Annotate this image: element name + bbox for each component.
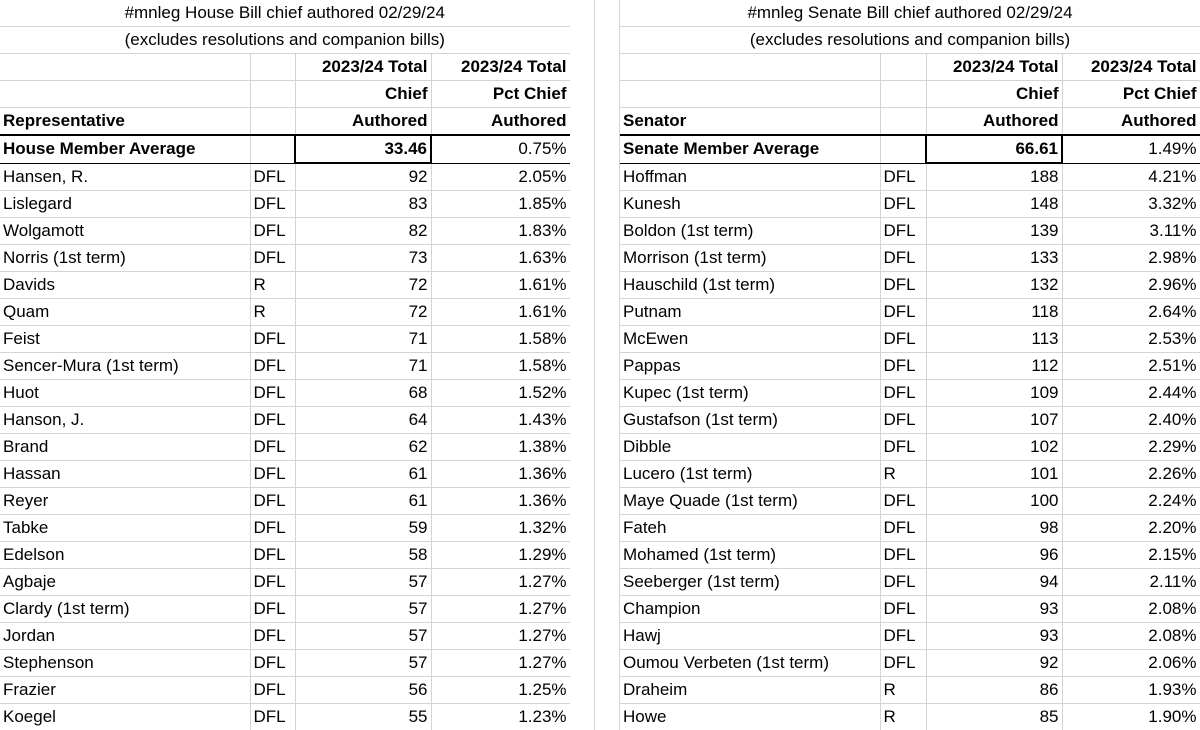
member-name[interactable]: Hanson, J. — [0, 407, 250, 434]
chief-pct[interactable]: 1.43% — [431, 407, 570, 434]
member-name[interactable]: Tabke — [0, 515, 250, 542]
party[interactable]: DFL — [250, 650, 295, 677]
house-col-header-pct[interactable]: 2023/24 Total — [431, 54, 570, 81]
senate-col-sub-pct[interactable]: Pct Chief — [1062, 81, 1200, 108]
party[interactable]: DFL — [250, 163, 295, 191]
member-name[interactable]: Lucero (1st term) — [620, 461, 880, 488]
table-row — [0, 245, 570, 272]
table-row — [620, 353, 1200, 380]
member-name[interactable]: Seeberger (1st term) — [620, 569, 880, 596]
chief-count[interactable]: 101 — [926, 461, 1062, 488]
table-row — [620, 596, 1200, 623]
cell[interactable] — [0, 81, 250, 108]
member-name[interactable]: McEwen — [620, 326, 880, 353]
senate-average-name[interactable]: Senate Member Average — [620, 135, 880, 163]
member-name[interactable]: Gustafson (1st term) — [620, 407, 880, 434]
member-name[interactable]: Norris (1st term) — [0, 245, 250, 272]
party[interactable]: DFL — [880, 515, 926, 542]
senate-subtitle[interactable]: (excludes resolutions and companion bills) — [620, 27, 1200, 54]
chief-count[interactable]: 72 — [295, 272, 431, 299]
chief-count[interactable]: 71 — [295, 326, 431, 353]
chief-count[interactable]: 92 — [295, 163, 431, 191]
party[interactable]: DFL — [880, 326, 926, 353]
table-row — [0, 326, 570, 353]
party[interactable]: DFL — [880, 650, 926, 677]
table-row — [620, 569, 1200, 596]
member-name[interactable]: Hansen, R. — [0, 163, 250, 191]
chief-pct[interactable]: 3.32% — [1062, 191, 1200, 218]
member-name[interactable]: Sencer-Mura (1st term) — [0, 353, 250, 380]
party[interactable]: DFL — [250, 596, 295, 623]
member-name[interactable]: Maye Quade (1st term) — [620, 488, 880, 515]
party[interactable]: DFL — [880, 434, 926, 461]
member-name[interactable]: Kunesh — [620, 191, 880, 218]
party[interactable]: DFL — [250, 677, 295, 704]
party[interactable]: DFL — [880, 272, 926, 299]
senate-col-sub-count[interactable]: Chief — [926, 81, 1062, 108]
party[interactable]: DFL — [250, 623, 295, 650]
table-row — [620, 218, 1200, 245]
table-row — [620, 461, 1200, 488]
chief-pct[interactable]: 1.58% — [431, 353, 570, 380]
party[interactable]: DFL — [880, 299, 926, 326]
senate-sheet — [620, 0, 1200, 730]
table-row — [0, 299, 570, 326]
table-row — [0, 218, 570, 245]
member-name[interactable]: Koegel — [0, 704, 250, 730]
member-name[interactable]: Quam — [0, 299, 250, 326]
house-average-pct[interactable]: 0.75% — [431, 135, 570, 163]
cell[interactable] — [250, 135, 295, 163]
chief-pct[interactable]: 2.29% — [1062, 434, 1200, 461]
cell[interactable] — [880, 81, 926, 108]
house-col-foot-pct[interactable]: Authored — [431, 108, 570, 136]
chief-count[interactable]: 71 — [295, 353, 431, 380]
house-col-foot-count[interactable]: Authored — [295, 108, 431, 136]
table-row — [620, 326, 1200, 353]
member-name[interactable]: Edelson — [0, 542, 250, 569]
chief-count[interactable]: 102 — [926, 434, 1062, 461]
table-row — [0, 353, 570, 380]
table-row — [0, 515, 570, 542]
member-name[interactable]: Clardy (1st term) — [0, 596, 250, 623]
table-row — [620, 623, 1200, 650]
party[interactable]: DFL — [250, 569, 295, 596]
member-name[interactable]: Davids — [0, 272, 250, 299]
party[interactable]: DFL — [880, 407, 926, 434]
party[interactable]: DFL — [250, 380, 295, 407]
table-row — [620, 650, 1200, 677]
party[interactable]: DFL — [880, 163, 926, 191]
senate-title[interactable]: #mnleg Senate Bill chief authored 02/29/24 — [620, 0, 1200, 27]
party[interactable]: DFL — [880, 218, 926, 245]
party[interactable]: R — [880, 677, 926, 704]
party[interactable]: DFL — [250, 515, 295, 542]
chief-count[interactable]: 64 — [295, 407, 431, 434]
party[interactable]: DFL — [880, 245, 926, 272]
table-row — [0, 704, 570, 730]
chief-count[interactable]: 86 — [926, 677, 1062, 704]
chief-count[interactable]: 139 — [926, 218, 1062, 245]
chief-pct[interactable]: 2.11% — [1062, 569, 1200, 596]
chief-pct[interactable]: 2.96% — [1062, 272, 1200, 299]
member-name[interactable]: Hauschild (1st term) — [620, 272, 880, 299]
party[interactable]: DFL — [250, 191, 295, 218]
senate-table — [620, 0, 1200, 730]
chief-count[interactable]: 62 — [295, 434, 431, 461]
chief-count[interactable]: 59 — [295, 515, 431, 542]
member-name[interactable]: Howe — [620, 704, 880, 730]
chief-count[interactable]: 98 — [926, 515, 1062, 542]
chief-count[interactable]: 83 — [295, 191, 431, 218]
senate-average-pct[interactable]: 1.49% — [1062, 135, 1200, 163]
chief-pct[interactable]: 1.32% — [431, 515, 570, 542]
member-name[interactable]: Hawj — [620, 623, 880, 650]
chief-pct[interactable]: 2.06% — [1062, 650, 1200, 677]
chief-pct[interactable]: 1.29% — [431, 542, 570, 569]
house-col-sub-count[interactable]: Chief — [295, 81, 431, 108]
chief-pct[interactable]: 2.51% — [1062, 353, 1200, 380]
senate-col-header-count[interactable]: 2023/24 Total — [926, 54, 1062, 81]
chief-count[interactable]: 133 — [926, 245, 1062, 272]
member-name[interactable]: Oumou Verbeten (1st term) — [620, 650, 880, 677]
cell[interactable] — [880, 54, 926, 81]
member-name[interactable]: Lislegard — [0, 191, 250, 218]
chief-pct[interactable]: 1.83% — [431, 218, 570, 245]
chief-count[interactable]: 92 — [926, 650, 1062, 677]
chief-count[interactable]: 57 — [295, 623, 431, 650]
table-row — [620, 677, 1200, 704]
chief-count[interactable]: 57 — [295, 569, 431, 596]
member-name[interactable]: Morrison (1st term) — [620, 245, 880, 272]
chief-count[interactable]: 57 — [295, 650, 431, 677]
member-name[interactable]: Pappas — [620, 353, 880, 380]
party[interactable]: DFL — [250, 218, 295, 245]
table-row — [0, 677, 570, 704]
chief-count[interactable]: 68 — [295, 380, 431, 407]
member-name[interactable]: Frazier — [0, 677, 250, 704]
party[interactable]: DFL — [880, 596, 926, 623]
member-name[interactable]: Draheim — [620, 677, 880, 704]
senate-member-label[interactable]: Senator — [620, 108, 880, 136]
table-row — [0, 569, 570, 596]
party[interactable]: DFL — [880, 623, 926, 650]
chief-pct[interactable]: 1.27% — [431, 650, 570, 677]
house-average-count[interactable]: 33.46 — [295, 135, 431, 163]
chief-count[interactable]: 96 — [926, 542, 1062, 569]
chief-count[interactable]: 61 — [295, 488, 431, 515]
chief-pct[interactable]: 1.36% — [431, 488, 570, 515]
house-col-header-count[interactable]: 2023/24 Total — [295, 54, 431, 81]
table-row — [0, 380, 570, 407]
chief-pct[interactable]: 2.05% — [431, 163, 570, 191]
chief-pct[interactable]: 1.85% — [431, 191, 570, 218]
house-subtitle[interactable]: (excludes resolutions and companion bills) — [0, 27, 570, 54]
table-row — [0, 407, 570, 434]
chief-count[interactable]: 94 — [926, 569, 1062, 596]
house-average-name[interactable]: House Member Average — [0, 135, 250, 163]
chief-pct[interactable]: 2.53% — [1062, 326, 1200, 353]
table-row — [0, 542, 570, 569]
table-row — [0, 596, 570, 623]
chief-pct[interactable]: 1.38% — [431, 434, 570, 461]
senate-average-count[interactable]: 66.61 — [926, 135, 1062, 163]
party[interactable]: DFL — [250, 245, 295, 272]
chief-pct[interactable]: 1.63% — [431, 245, 570, 272]
house-table — [0, 0, 570, 730]
chief-pct[interactable]: 1.93% — [1062, 677, 1200, 704]
table-row — [0, 623, 570, 650]
party[interactable]: DFL — [880, 488, 926, 515]
table-row — [0, 650, 570, 677]
table-row — [0, 191, 570, 218]
member-name[interactable]: Kupec (1st term) — [620, 380, 880, 407]
party[interactable]: DFL — [880, 380, 926, 407]
table-row — [620, 488, 1200, 515]
chief-count[interactable]: 188 — [926, 163, 1062, 191]
party[interactable]: DFL — [250, 704, 295, 730]
member-name[interactable]: Hoffman — [620, 163, 880, 191]
table-row — [0, 461, 570, 488]
chief-count[interactable]: 55 — [295, 704, 431, 730]
table-row — [620, 163, 1200, 191]
table-row — [620, 542, 1200, 569]
chief-pct[interactable]: 2.08% — [1062, 596, 1200, 623]
party[interactable]: R — [880, 704, 926, 730]
house-title[interactable]: #mnleg House Bill chief authored 02/29/24 — [0, 0, 570, 27]
chief-pct[interactable]: 1.90% — [1062, 704, 1200, 730]
party[interactable]: R — [250, 272, 295, 299]
chief-count[interactable]: 93 — [926, 596, 1062, 623]
member-name[interactable]: Jordan — [0, 623, 250, 650]
table-row — [620, 407, 1200, 434]
table-row — [620, 191, 1200, 218]
chief-count[interactable]: 107 — [926, 407, 1062, 434]
chief-count[interactable]: 118 — [926, 299, 1062, 326]
table-row — [620, 299, 1200, 326]
chief-pct[interactable]: 1.61% — [431, 272, 570, 299]
party[interactable]: DFL — [880, 542, 926, 569]
member-name[interactable]: Stephenson — [0, 650, 250, 677]
cell[interactable] — [250, 81, 295, 108]
table-row — [0, 488, 570, 515]
gridline — [594, 0, 595, 730]
chief-count[interactable]: 85 — [926, 704, 1062, 730]
party[interactable]: DFL — [250, 353, 295, 380]
party[interactable]: DFL — [880, 191, 926, 218]
member-name[interactable]: Reyer — [0, 488, 250, 515]
cell[interactable] — [0, 54, 250, 81]
chief-pct[interactable]: 2.40% — [1062, 407, 1200, 434]
senate-rows — [620, 163, 1200, 730]
empty-columns — [570, 0, 620, 730]
chief-pct[interactable]: 2.64% — [1062, 299, 1200, 326]
cell[interactable] — [250, 108, 295, 136]
member-name[interactable]: Boldon (1st term) — [620, 218, 880, 245]
chief-pct[interactable]: 1.25% — [431, 677, 570, 704]
party[interactable]: R — [880, 461, 926, 488]
table-row — [620, 434, 1200, 461]
senate-col-foot-count[interactable]: Authored — [926, 108, 1062, 136]
chief-pct[interactable]: 2.26% — [1062, 461, 1200, 488]
member-name[interactable]: Hassan — [0, 461, 250, 488]
chief-count[interactable]: 132 — [926, 272, 1062, 299]
house-member-label[interactable]: Representative — [0, 108, 250, 136]
member-name[interactable]: Mohamed (1st term) — [620, 542, 880, 569]
chief-count[interactable]: 58 — [295, 542, 431, 569]
party[interactable]: DFL — [250, 407, 295, 434]
chief-count[interactable]: 57 — [295, 596, 431, 623]
member-name[interactable]: Agbaje — [0, 569, 250, 596]
chief-count[interactable]: 148 — [926, 191, 1062, 218]
table-row — [620, 704, 1200, 730]
cell[interactable] — [250, 54, 295, 81]
cell[interactable] — [620, 54, 880, 81]
chief-pct[interactable]: 1.36% — [431, 461, 570, 488]
chief-pct[interactable]: 2.08% — [1062, 623, 1200, 650]
chief-count[interactable]: 61 — [295, 461, 431, 488]
table-row — [0, 434, 570, 461]
table-row — [620, 380, 1200, 407]
senate-col-header-pct[interactable]: 2023/24 Total — [1062, 54, 1200, 81]
party[interactable]: DFL — [250, 461, 295, 488]
chief-pct[interactable]: 1.27% — [431, 569, 570, 596]
table-row — [620, 272, 1200, 299]
table-row — [0, 272, 570, 299]
chief-pct[interactable]: 2.15% — [1062, 542, 1200, 569]
chief-count[interactable]: 56 — [295, 677, 431, 704]
chief-count[interactable]: 82 — [295, 218, 431, 245]
chief-pct[interactable]: 1.23% — [431, 704, 570, 730]
chief-pct[interactable]: 2.20% — [1062, 515, 1200, 542]
member-name[interactable]: Wolgamott — [0, 218, 250, 245]
chief-pct[interactable]: 2.24% — [1062, 488, 1200, 515]
member-name[interactable]: Champion — [620, 596, 880, 623]
chief-count[interactable]: 112 — [926, 353, 1062, 380]
house-rows — [0, 163, 570, 730]
table-row — [620, 515, 1200, 542]
table-row — [620, 245, 1200, 272]
party[interactable]: DFL — [250, 434, 295, 461]
house-col-sub-pct[interactable]: Pct Chief — [431, 81, 570, 108]
party[interactable]: R — [250, 299, 295, 326]
chief-pct[interactable]: 1.58% — [431, 326, 570, 353]
chief-pct[interactable]: 2.44% — [1062, 380, 1200, 407]
chief-pct[interactable]: 3.11% — [1062, 218, 1200, 245]
chief-pct[interactable]: 1.27% — [431, 623, 570, 650]
member-name[interactable]: Brand — [0, 434, 250, 461]
cell[interactable] — [880, 108, 926, 136]
party[interactable]: DFL — [250, 326, 295, 353]
party[interactable]: DFL — [250, 488, 295, 515]
member-name[interactable]: Huot — [0, 380, 250, 407]
chief-count[interactable]: 72 — [295, 299, 431, 326]
chief-count[interactable]: 113 — [926, 326, 1062, 353]
party[interactable]: DFL — [250, 542, 295, 569]
member-name[interactable]: Putnam — [620, 299, 880, 326]
senate-col-foot-pct[interactable]: Authored — [1062, 108, 1200, 136]
cell[interactable] — [880, 135, 926, 163]
chief-pct[interactable]: 1.27% — [431, 596, 570, 623]
party[interactable]: DFL — [880, 353, 926, 380]
member-name[interactable]: Feist — [0, 326, 250, 353]
chief-count[interactable]: 93 — [926, 623, 1062, 650]
chief-count[interactable]: 73 — [295, 245, 431, 272]
house-sheet — [0, 0, 570, 730]
table-row — [0, 163, 570, 191]
chief-pct[interactable]: 4.21% — [1062, 163, 1200, 191]
chief-count[interactable]: 109 — [926, 380, 1062, 407]
chief-pct[interactable]: 1.61% — [431, 299, 570, 326]
chief-pct[interactable]: 1.52% — [431, 380, 570, 407]
party[interactable]: DFL — [880, 569, 926, 596]
cell[interactable] — [620, 81, 880, 108]
member-name[interactable]: Dibble — [620, 434, 880, 461]
chief-count[interactable]: 100 — [926, 488, 1062, 515]
chief-pct[interactable]: 2.98% — [1062, 245, 1200, 272]
member-name[interactable]: Fateh — [620, 515, 880, 542]
